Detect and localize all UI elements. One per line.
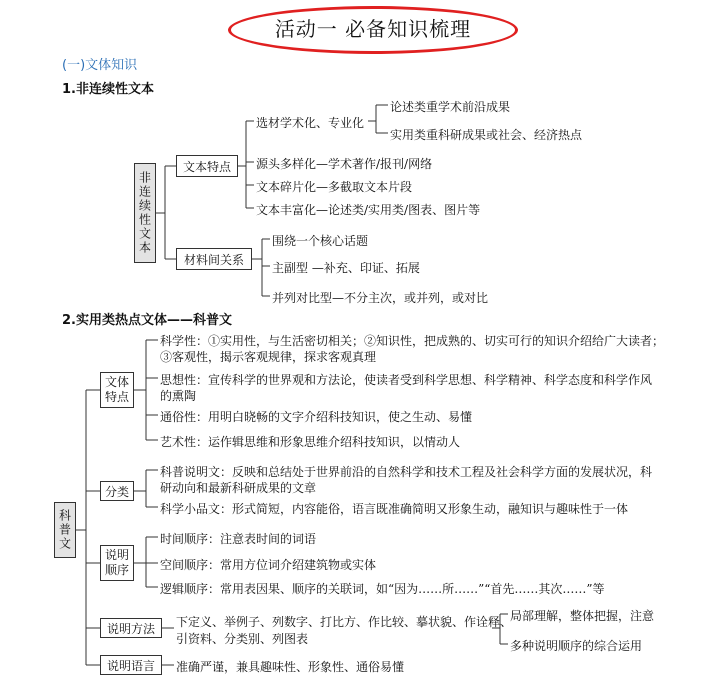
leaf-a1-1: 论述类重学术前沿成果 xyxy=(390,100,511,114)
leaf-n4-b-line1: 局部理解，整体把握，注意 xyxy=(510,609,655,623)
leaf-n3-c: 逻辑顺序：常用表因果、顺序的关联词，如“因为……所……”“首先……其次……”等 xyxy=(160,582,605,596)
leaf-a4: 文本丰富化—论述类/实用类/图表、图片等 xyxy=(256,203,481,217)
leaf-n2-b: 科学小品文：形式简短，内容能俗，语言既准确简明又形象生动，融知识与趣味性于一体 xyxy=(160,502,629,516)
node-explain-language: 说明语言 xyxy=(100,655,162,675)
subsection-title-2: 2.实用类热点文体——科普文 xyxy=(62,313,232,328)
leaf-a2: 源头多样化—学术著作/报刊/网络 xyxy=(256,157,433,171)
node-explain-order: 说明顺序 xyxy=(100,545,134,581)
leaf-n3-a: 时间顺序：注意表时间的词语 xyxy=(160,532,317,546)
leaf-n1-a-line1: 科学性：①实用性，与生活密切相关；②知识性，把成熟的、切实可行的知识介绍给广大读者； xyxy=(160,334,665,348)
leaf-n1-c: 通俗性：用明白晓畅的文字介绍科技知识，使之生动、易懂 xyxy=(160,410,473,424)
leaf-n3-b: 空间顺序：常用方位词介绍建筑物或实体 xyxy=(160,558,377,572)
page-title: 活动一 必备知识梳理 xyxy=(274,17,472,41)
leaf-b1: 围绕一个核心话题 xyxy=(272,234,369,248)
leaf-b3: 并列对比型—不分主次，或并列，或对比 xyxy=(272,291,489,305)
leaf-a1-2: 实用类重科研成果或社会、经济热点 xyxy=(390,128,583,142)
leaf-b2: 主副型 —补充、印证、拓展 xyxy=(272,261,420,275)
leaf-n4-b-line2: 多种说明顺序的综合运用 xyxy=(510,639,643,653)
node-explain-methods: 说明方法 xyxy=(100,618,162,638)
node-classification: 分类 xyxy=(100,481,134,501)
node-text-features: 文本特点 xyxy=(176,155,238,177)
node-material-relations: 材料间关系 xyxy=(176,248,252,270)
leaf-a3: 文本碎片化—多截取文本片段 xyxy=(256,180,413,194)
section-heading: (一)文体知识 xyxy=(62,58,138,73)
leaf-n1-b-line1: 思想性：宣传科学的世界观和方法论，使读者受到科学思想、科学精神、科学态度和科学作风 xyxy=(160,373,653,387)
subsection-title-1: 1.非连续性文本 xyxy=(62,82,154,97)
leaf-n5-a: 准确严谨，兼具趣味性、形象性、通俗易懂 xyxy=(176,660,405,674)
leaf-n4-a-line2: 引资料、分类别、列图表 xyxy=(176,632,309,646)
leaf-n2-a-line2: 研动向和最新科研成果的文章 xyxy=(160,481,317,495)
leaf-n1-b-line2: 的熏陶 xyxy=(160,389,197,403)
root-node-noncontinuous: 非连续性文本 xyxy=(134,163,156,263)
leaf-n1-a-line2: ③客观性，揭示客观规律，探求客观真理 xyxy=(160,350,377,364)
leaf-n1-d: 艺术性：运作辑思维和形象思维介绍科技知识，以情动人 xyxy=(160,435,461,449)
root-node-popsci: 科普文 xyxy=(54,502,76,558)
leaf-a1: 选材学术化、专业化 xyxy=(256,116,365,130)
node-style-features: 文体特点 xyxy=(100,372,134,408)
leaf-n4-a-line1: 下定义、举例子、列数字、打比方、作比较、摹状貌、作诠释、 xyxy=(176,615,513,629)
leaf-n2-a-line1: 科普说明文：反映和总结处于世界前沿的自然科学和技术工程及社会科学方面的发展状况，科 xyxy=(160,465,653,479)
